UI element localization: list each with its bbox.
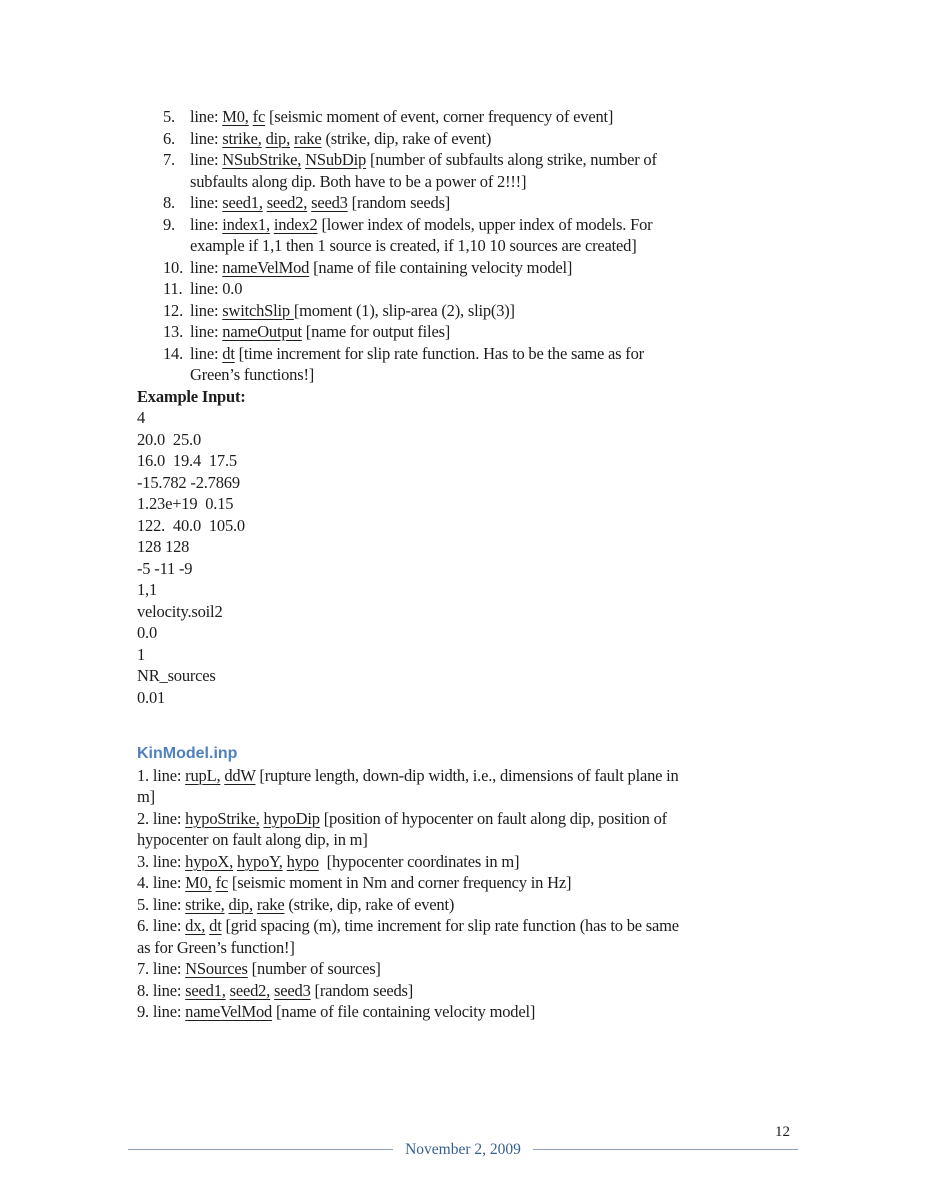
underlined-term: index2	[273, 214, 318, 234]
text-run: [random seeds]	[347, 193, 451, 212]
footer-rule-right	[533, 1149, 798, 1150]
text-run: line:	[190, 150, 223, 169]
example-input-line: velocity.soil2	[137, 601, 223, 621]
list-marker: 9.	[163, 214, 175, 234]
text-line	[137, 829, 817, 851]
text-run: [name of file containing velocity model]	[272, 1002, 536, 1021]
text-run: line:	[190, 193, 223, 212]
underlined-term: nameVelMod	[222, 257, 310, 277]
text-run: Green’s functions!]	[190, 365, 315, 384]
example-input-line: 0.0	[137, 623, 158, 642]
list-item	[137, 257, 817, 279]
text-run: [number of subfaults along strike, number of	[366, 150, 657, 169]
list-marker: 2.	[137, 808, 153, 828]
numbered-list-inputgenmod	[137, 106, 817, 386]
text-line	[190, 257, 817, 279]
list-marker: 7.	[163, 150, 175, 169]
text-run: [name of file containing velocity model]	[309, 257, 573, 277]
underlined-term: M0,	[185, 873, 212, 892]
text-line	[190, 235, 817, 257]
underlined-term: hypo	[286, 851, 319, 871]
text-run: line:	[152, 916, 186, 935]
list-item	[137, 980, 817, 1002]
text-run: (strike, dip, rake of event)	[284, 894, 455, 914]
text-run: line:	[152, 1002, 186, 1021]
underlined-term: rupL,	[185, 765, 221, 785]
list-item	[137, 106, 817, 128]
example-input-line: 16.0 19.4 17.5	[137, 451, 237, 470]
example-input-line: -5 -11 -9	[137, 558, 193, 578]
text-run: line: 0.0	[190, 279, 243, 298]
text-line	[137, 851, 817, 873]
text-run: subfaults along dip. Both have to be a power of 2!!!]	[190, 171, 527, 191]
list-item	[137, 278, 817, 300]
text-run: line:	[190, 128, 223, 148]
underlined-term: seed1,	[222, 193, 263, 212]
text-run: [seismic moment in Nm and corner frequency in Hz]	[227, 873, 572, 892]
underlined-term: hypoY,	[236, 851, 283, 871]
underlined-term: fc	[215, 873, 228, 892]
text-run: line:	[190, 257, 223, 277]
text-line	[137, 937, 817, 959]
list-item	[137, 872, 817, 894]
underlined-term: hypoX,	[185, 851, 234, 871]
text-run: line:	[190, 343, 223, 363]
underlined-term: nameOutput	[222, 322, 302, 341]
underlined-term: dt	[209, 916, 222, 935]
text-line	[190, 214, 817, 236]
example-input-line: 122. 40.0 105.0	[137, 515, 245, 535]
list-marker: 9.	[137, 1002, 153, 1021]
text-run: [lower index of models, upper index of models. For	[317, 214, 653, 234]
text-run: [name for output files]	[301, 322, 451, 341]
list-marker: 4.	[137, 873, 153, 892]
underlined-term: seed2,	[266, 193, 308, 212]
list-item	[137, 128, 817, 150]
text-run: [hypocenter coordinates in m]	[318, 851, 520, 871]
underlined-term: switchSlip	[222, 300, 294, 320]
text-line	[137, 894, 817, 916]
example-input-line: 0.01	[137, 687, 166, 707]
text-line	[137, 1001, 817, 1023]
text-line	[190, 128, 817, 150]
list-marker: 8.	[163, 193, 175, 212]
text-line	[137, 872, 817, 894]
list-marker: 5.	[137, 894, 153, 914]
example-input-line: 20.0 25.0	[137, 429, 202, 449]
underlined-term: nameVelMod	[185, 1002, 273, 1021]
underlined-term: seed2,	[229, 980, 271, 1000]
text-line	[190, 321, 817, 343]
underlined-term: index1,	[222, 214, 270, 234]
page-content	[137, 106, 817, 1023]
text-run: [seismic moment of event, corner frequency of event]	[265, 107, 614, 126]
list-item	[137, 915, 817, 958]
text-run: [grid spacing (m), time increment for slip rate function (has to be same	[221, 916, 679, 935]
example-input-label: Example Input:	[137, 386, 246, 406]
list-marker: 5.	[163, 107, 175, 126]
list-marker: 13.	[163, 322, 184, 341]
list-marker: 12.	[163, 300, 184, 320]
list-item	[137, 958, 817, 980]
underlined-term: dx,	[185, 916, 206, 935]
text-run: line:	[152, 959, 186, 978]
example-input-line: 1,1	[137, 580, 158, 599]
underlined-term: seed1,	[185, 980, 226, 1000]
text-run: line:	[152, 851, 186, 871]
underlined-term: rake	[256, 894, 285, 914]
numbered-list-kinmodel	[137, 765, 817, 1023]
underlined-term: fc	[252, 107, 266, 126]
text-line	[190, 300, 817, 322]
underlined-term: dt	[222, 343, 235, 363]
text-run: line:	[152, 873, 186, 892]
text-run: line:	[152, 980, 186, 1000]
list-item	[137, 343, 817, 386]
text-run: hypocenter on fault along dip, in m]	[137, 830, 368, 849]
text-line	[137, 786, 817, 808]
text-line	[137, 765, 817, 787]
example-input-line: 4	[137, 408, 146, 427]
list-marker: 10.	[163, 257, 184, 277]
underlined-term: NSources	[185, 959, 248, 978]
text-run: as for Green’s function!]	[137, 937, 295, 957]
list-marker: 6.	[163, 128, 175, 148]
text-line	[190, 171, 817, 193]
underlined-term: hypoStrike,	[185, 808, 260, 828]
list-item	[137, 214, 817, 257]
example-input-line: -15.782 -2.7869	[137, 472, 240, 492]
text-run: example if 1,1 then 1 source is created, if 1,10 10 sources are created]	[190, 236, 637, 255]
example-input-line: 1	[137, 644, 146, 664]
text-run: (strike, dip, rake of event)	[321, 128, 492, 148]
underlined-term: seed3	[274, 980, 311, 1000]
text-run: line:	[190, 322, 223, 341]
text-line	[190, 343, 817, 365]
list-item	[137, 300, 817, 322]
underlined-term: seed3	[311, 193, 348, 212]
list-item	[137, 149, 817, 192]
footer	[128, 1139, 798, 1161]
underlined-term: hypoDip	[263, 808, 320, 828]
text-line	[137, 808, 817, 830]
text-line	[190, 192, 817, 214]
list-marker: 7.	[137, 959, 153, 978]
list-marker: 1.	[137, 765, 153, 785]
underlined-term: rake	[293, 128, 322, 148]
example-input-line: 128 128	[137, 537, 190, 556]
text-line	[190, 106, 817, 128]
underlined-term: NSubDip	[305, 150, 367, 169]
page-number: 12	[775, 1124, 790, 1140]
list-item	[137, 851, 817, 873]
underlined-term: strike,	[185, 894, 225, 914]
text-line	[137, 958, 817, 980]
text-run: [random seeds]	[310, 980, 414, 1000]
text-run: line:	[190, 300, 223, 320]
section-heading-kinmodel: KinModel.inp	[137, 745, 238, 762]
list-item	[137, 808, 817, 851]
text-run: [time increment for slip rate function. Has to be the same as for	[234, 343, 644, 363]
example-input-block	[137, 407, 817, 708]
text-line	[137, 980, 817, 1002]
text-run: [number of sources]	[247, 959, 381, 978]
underlined-term: dip,	[265, 128, 291, 148]
list-item	[137, 321, 817, 343]
list-marker: 11.	[163, 279, 183, 298]
example-input-line: NR_sources	[137, 666, 216, 685]
text-line	[190, 278, 817, 300]
underlined-term: dip,	[228, 894, 253, 914]
example-input-line: 1.23e+19 0.15	[137, 494, 234, 513]
text-line	[190, 149, 817, 171]
text-run: [rupture length, down-dip width, i.e., dimensions of fault plane in	[255, 765, 679, 785]
text-run: [position of hypocenter on fault along dip, position of	[319, 808, 667, 828]
list-marker: 3.	[137, 851, 153, 871]
text-run: m]	[137, 787, 155, 806]
list-marker: 8.	[137, 980, 153, 1000]
text-run: [moment (1), slip-area (2), slip(3)]	[293, 300, 515, 320]
text-run: line:	[152, 765, 186, 785]
text-run: line:	[152, 808, 186, 828]
footer-date: November 2, 2009	[405, 1141, 521, 1158]
list-item	[137, 1001, 817, 1023]
text-run: line:	[190, 214, 223, 234]
list-item	[137, 192, 817, 214]
underlined-term: NSubStrike,	[222, 150, 302, 169]
text-run: line:	[190, 107, 223, 126]
list-marker: 14.	[163, 343, 184, 363]
footer-rule-left	[128, 1149, 393, 1150]
underlined-term: strike,	[222, 128, 262, 148]
list-item	[137, 765, 817, 808]
list-marker: 6.	[137, 916, 153, 935]
underlined-term: M0,	[222, 107, 249, 126]
text-run: line:	[152, 894, 186, 914]
underlined-term: ddW	[224, 765, 256, 785]
list-item	[137, 894, 817, 916]
text-line	[137, 915, 817, 937]
text-line	[190, 364, 817, 386]
